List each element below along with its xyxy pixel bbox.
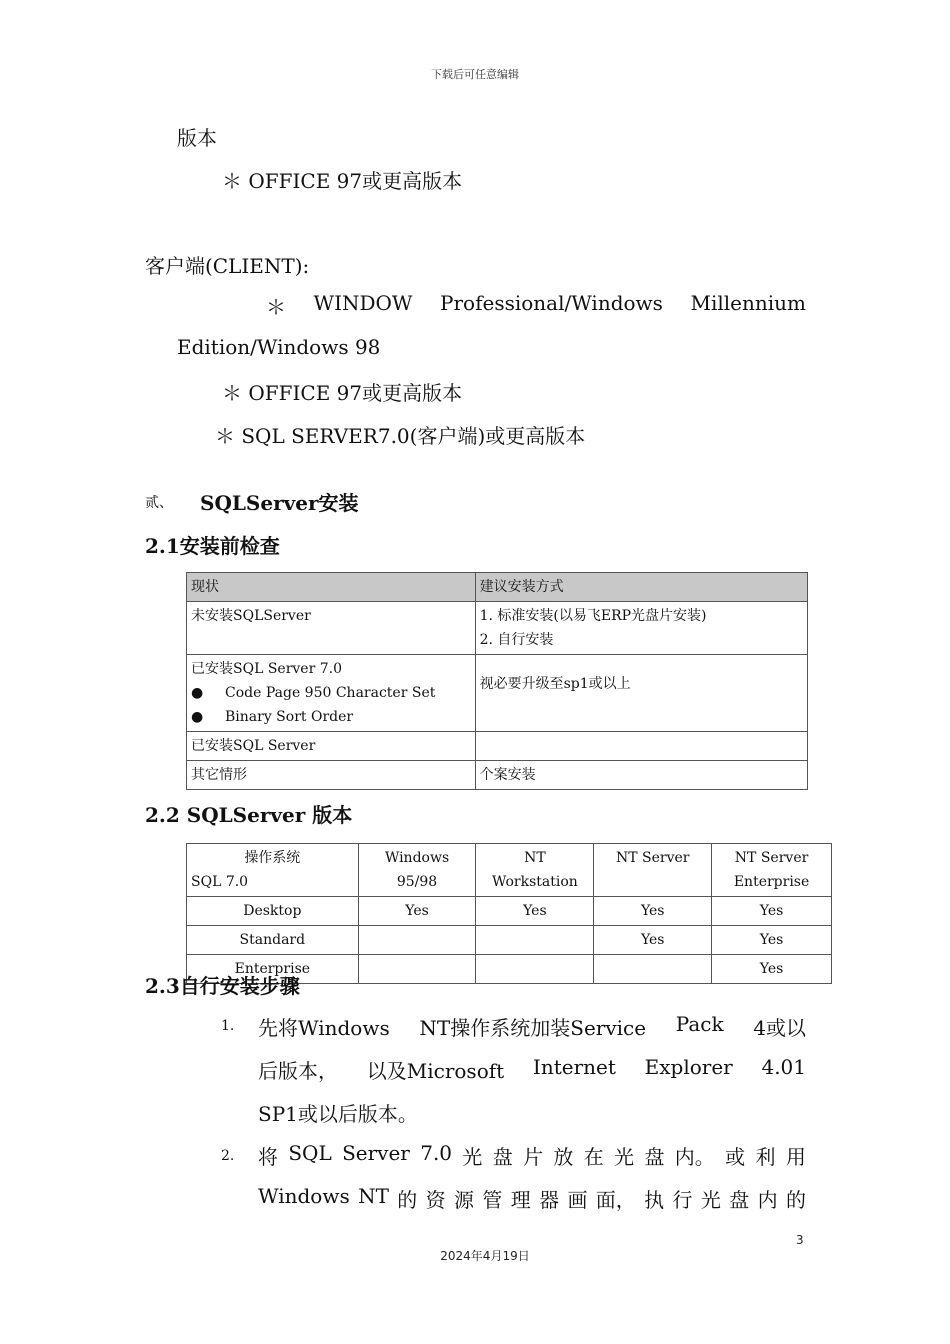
text-run: 理 <box>510 1188 531 1212</box>
text-run: 后版本， <box>258 1059 338 1083</box>
server-version-tail: 版本 <box>177 126 217 150</box>
text-run: 内 <box>757 1188 778 1212</box>
table-cell: Yes <box>712 955 832 984</box>
client-office-requirement: ＊ OFFICE 97或更高版本 <box>222 381 463 405</box>
client-sql-requirement: ＊ SQL SERVER7.0(客户端)或更高版本 <box>215 424 586 448</box>
bullet-item <box>191 705 471 729</box>
table-cell <box>594 955 712 984</box>
bullet-dot-icon: ● <box>191 709 204 725</box>
text-run: 用 <box>785 1145 806 1169</box>
text-run: 资 <box>425 1188 446 1212</box>
row-header: Standard <box>187 926 359 955</box>
text-run: 盘 <box>729 1188 750 1212</box>
col-header: Windows 95/98 <box>358 844 476 897</box>
text-run: 的 <box>397 1188 418 1212</box>
text-run: 器 <box>539 1188 560 1212</box>
table-cell <box>476 926 594 955</box>
col-header: NT Server <box>594 844 712 897</box>
table-cell: Yes <box>594 897 712 926</box>
page-header-note: 下载后可任意编辑 <box>431 68 519 81</box>
bullet-item <box>191 681 471 705</box>
text-run: 在 <box>583 1145 604 1169</box>
table-cell: 其它情形 <box>187 761 476 790</box>
step-number: 1. <box>221 1018 235 1034</box>
text-run: 放 <box>553 1145 574 1169</box>
corner-cell <box>187 844 359 897</box>
table-cell: Yes <box>594 926 712 955</box>
table-cell: Yes <box>712 897 832 926</box>
precheck-table <box>186 572 808 790</box>
text-run: 或 <box>725 1145 746 1169</box>
text-run: 画 <box>567 1188 588 1212</box>
text-run: 光 <box>614 1145 635 1169</box>
step1-line3: SP1或以后版本。 <box>258 1102 418 1126</box>
text-run: 利 <box>755 1145 776 1169</box>
row-header: Desktop <box>187 897 359 926</box>
text-run: 光 <box>462 1145 483 1169</box>
text-run: 盘 <box>492 1145 513 1169</box>
table-cell: Yes <box>358 897 476 926</box>
step2-line2 <box>258 1184 806 1213</box>
table-cell: 未安装SQLServer <box>187 602 476 655</box>
table-row <box>187 655 808 732</box>
section-title: SQLServer安装 <box>200 491 359 515</box>
table-cell: Yes <box>712 926 832 955</box>
windows-millennium: Millennium <box>690 291 806 315</box>
text-run: 4或以 <box>753 1016 806 1040</box>
text-run: Windows <box>258 1184 350 1208</box>
installed-sql7: 已安装SQL Server 7.0 <box>191 661 342 677</box>
header-cell-status: 现状 <box>187 573 476 602</box>
client-windows-requirement <box>266 291 806 320</box>
text-run: Explorer <box>644 1055 733 1079</box>
text-run: 片 <box>523 1145 544 1169</box>
text-run: 的 <box>785 1188 806 1212</box>
text-run: Server <box>342 1141 410 1165</box>
text-run: 4.01 <box>761 1055 806 1079</box>
table-cell <box>187 655 476 732</box>
text-run: 内。 <box>674 1145 715 1169</box>
table-cell: 已安装SQL Server <box>187 732 476 761</box>
table-cell <box>475 602 807 655</box>
bullet-star: ＊ <box>266 295 286 319</box>
header-cell-method: 建议安装方式 <box>475 573 807 602</box>
table-row <box>187 926 832 955</box>
text-run: 光 <box>700 1188 721 1212</box>
text-run: 管 <box>482 1188 503 1212</box>
table-cell <box>358 926 476 955</box>
table-header-row <box>187 844 832 897</box>
page-number: 3 <box>796 1233 804 1247</box>
table-cell <box>475 732 807 761</box>
option-standard-install: 1. 标准安装(以易飞ERP光盘片安装) <box>479 608 707 624</box>
table-row <box>187 761 808 790</box>
step1-line2 <box>258 1055 806 1084</box>
text-run: 行 <box>672 1188 693 1212</box>
text-run: 面， <box>595 1188 636 1212</box>
table-cell: Yes <box>476 897 594 926</box>
text-run: 盘 <box>644 1145 665 1169</box>
text-run: Pack <box>675 1012 724 1036</box>
row-header: Enterprise <box>187 955 359 984</box>
step1-line1 <box>258 1012 806 1041</box>
corner-os-label: 操作系统 <box>244 850 301 866</box>
table-row <box>187 732 808 761</box>
server-office-requirement: ＊ OFFICE 97或更高版本 <box>222 169 463 193</box>
client-heading: 客户端(CLIENT): <box>145 254 310 278</box>
table-cell: 视必要升级至sp1或以上 <box>475 655 807 732</box>
text-run: 以及Microsoft <box>366 1059 505 1083</box>
text-run: 7.0 <box>420 1141 453 1165</box>
subsection-2-1-title: 2.1安装前检查 <box>145 534 280 558</box>
subsection-2-3-title: 2.3自行安装步骤 <box>145 974 300 998</box>
subsection-2-2-title: 2.2 SQLServer 版本 <box>145 803 353 827</box>
client-windows-continuation: Edition/Windows 98 <box>177 335 381 359</box>
table-row <box>187 897 832 926</box>
footer-date: 2024年4月19日 <box>440 1249 530 1263</box>
option-custom-install: 2. 自行安装 <box>479 632 554 648</box>
text-run: Internet <box>532 1055 616 1079</box>
section-number: 贰、 <box>145 495 173 511</box>
version-matrix-table <box>186 843 832 984</box>
table-header-row <box>187 573 808 602</box>
text-run: NT操作系统加装Service <box>419 1016 647 1040</box>
step-number: 2. <box>221 1148 235 1164</box>
text-run: 将 <box>258 1145 278 1169</box>
bullet-dot-icon: ● <box>191 685 204 701</box>
text-run: SQL <box>288 1141 332 1165</box>
text-run: 先将Windows <box>258 1016 390 1040</box>
table-cell: 个案安装 <box>475 761 807 790</box>
col-header: NT Server Enterprise <box>712 844 832 897</box>
table-cell <box>476 955 594 984</box>
windows-professional: Professional/Windows <box>440 291 663 315</box>
table-cell <box>358 955 476 984</box>
windows-word: WINDOW <box>313 291 413 315</box>
col-header: NT Workstation <box>476 844 594 897</box>
bullet-text: Code Page 950 Character Set <box>225 685 436 701</box>
table-row <box>187 602 808 655</box>
corner-sql-label: SQL 7.0 <box>191 874 249 890</box>
text-run: 源 <box>454 1188 474 1212</box>
step2-line1 <box>258 1141 806 1170</box>
text-run: NT <box>358 1184 389 1208</box>
text-run: 执 <box>644 1188 665 1212</box>
bullet-text: Binary Sort Order <box>225 709 354 725</box>
